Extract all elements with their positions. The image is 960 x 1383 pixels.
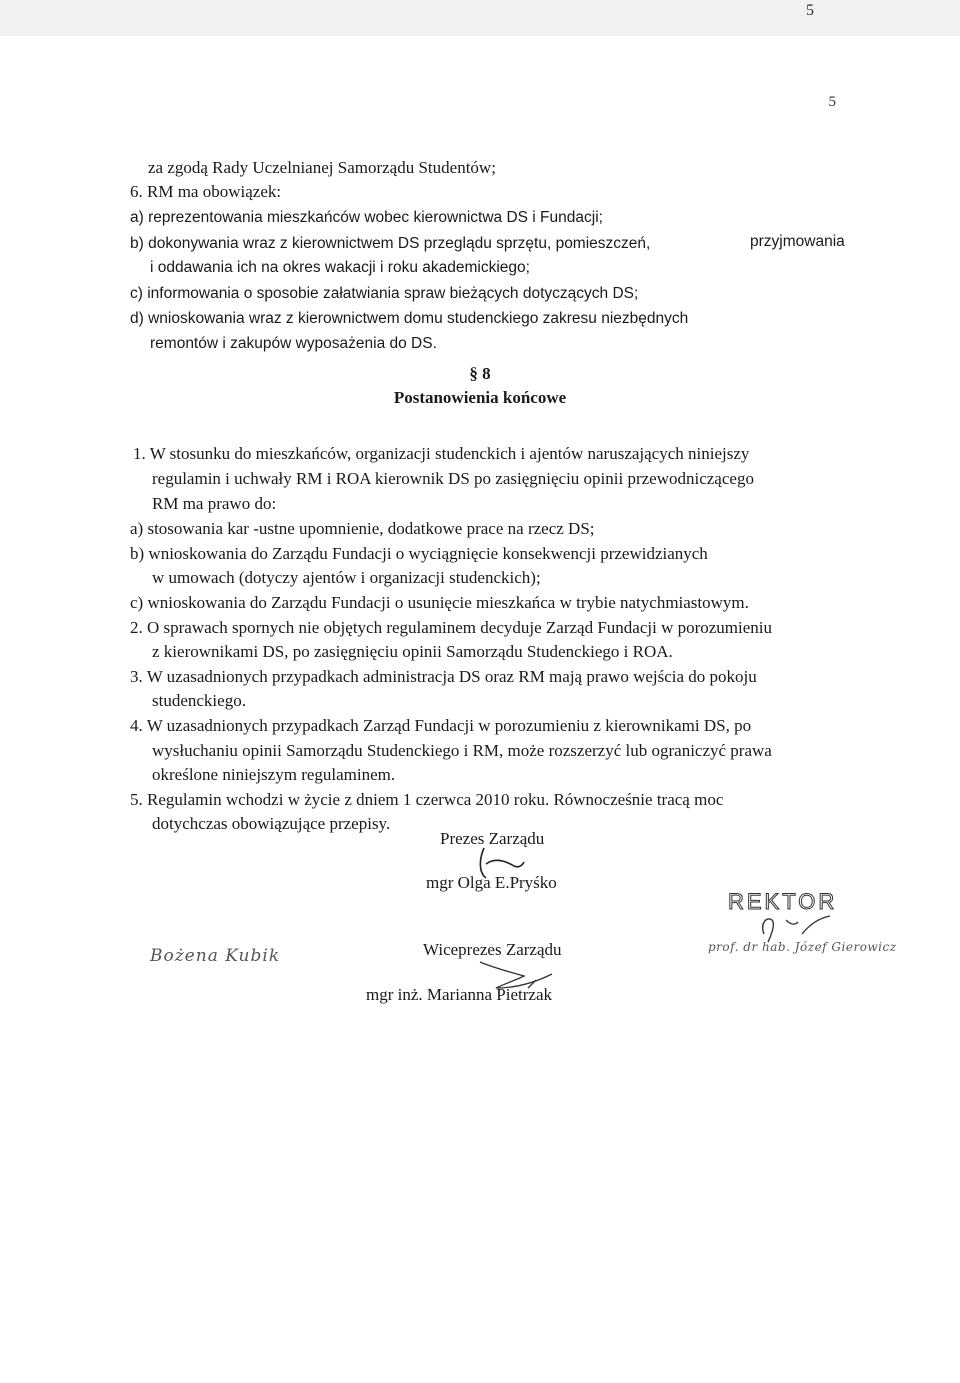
paragraph-line: z kierownikami DS, po zasięgnięciu opinii Samorządu Studenckiego i ROA. (152, 642, 673, 661)
president-name: mgr Olga E.Pryśko (426, 873, 557, 892)
paragraph-line: c) wnioskowania do Zarządu Fundacji o usunięcie mieszkańca w trybie natychmiastowym. (130, 593, 749, 612)
paragraph-line: w umowach (dotyczy ajentów i organizacji studenckich); (152, 568, 541, 587)
section-title: Postanowienia końcowe (393, 388, 567, 407)
document-page (0, 36, 960, 1383)
vice-president-title: Wiceprezes Zarządu (423, 940, 562, 959)
page-number-inner: 5 (828, 94, 836, 110)
text-line: a) reprezentowania mieszkańców wobec kierownictwa DS i Fundacji; (130, 209, 603, 226)
text-line: b) dokonywania wraz z kierownictwem DS przeglądu sprzętu, pomieszczeń, (130, 235, 651, 252)
page-number-top: 5 (806, 2, 814, 19)
paragraph-line: regulamin i uchwały RM i ROA kierownik DS po zasięgnięciu opinii przewodniczącego (152, 469, 754, 488)
paragraph-line: a) stosowania kar -ustne upomnienie, dodatkowe prace na rzecz DS; (130, 519, 595, 538)
paragraph-line: RM ma prawo do: (152, 494, 277, 513)
text-line: za zgodą Rady Uczelnianej Samorządu Studentów; (148, 158, 496, 177)
rector-name: prof. dr hab. Józef Gierowicz (708, 940, 897, 954)
paragraph-line: b) wnioskowania do Zarządu Fundacji o wyciągnięcie konsekwencji przewidzianych (130, 544, 708, 563)
text-line: remontów i zakupów wyposażenia do DS. (150, 335, 437, 352)
text-line: 6. RM ma obowiązek: (130, 182, 282, 201)
paragraph-line: dotychczas obowiązujące przepisy. (152, 814, 391, 833)
paragraph-line: 1. W stosunku do mieszkańców, organizacji studenckich i ajentów naruszających niniejszy (133, 444, 750, 463)
section-number: § 8 (469, 364, 491, 383)
paragraph-line: 3. W uzasadnionych przypadkach administracja DS oraz RM mają prawo wejścia do pokoju (130, 667, 757, 686)
paragraph-line: 4. W uzasadnionych przypadkach Zarząd Fundacji w porozumieniu z kierownikami DS, po (130, 716, 752, 735)
president-title: Prezes Zarządu (440, 829, 545, 848)
text-line: przyjmowania (750, 233, 845, 250)
vice-president-name: mgr inż. Marianna Pietrzak (366, 985, 552, 1004)
text-line: i oddawania ich na okres wakacji i roku akademickiego; (150, 259, 530, 276)
text-line: d) wnioskowania wraz z kierownictwem domu studenckiego zakresu niezbędnych (130, 310, 689, 327)
paragraph-line: określone niniejszym regulaminem. (152, 765, 396, 784)
paragraph-line: 5. Regulamin wchodzi w życie z dniem 1 czerwca 2010 roku. Równocześnie tracą moc (130, 790, 724, 809)
text-line: c) informowania o sposobie załatwiania spraw bieżących dotyczących DS; (130, 285, 639, 302)
paragraph-line: wysłuchaniu opinii Samorządu Studenckiego i RM, może rozszerzyć lub ograniczyć prawa (152, 741, 772, 760)
paragraph-line: studenckiego. (152, 691, 246, 710)
left-signature: Bożena Kubik (150, 946, 281, 966)
rector-stamp-text: REKTOR (728, 889, 838, 914)
paragraph-line: 2. O sprawach spornych nie objętych regulaminem decyduje Zarząd Fundacji w porozumieniu (130, 618, 773, 637)
